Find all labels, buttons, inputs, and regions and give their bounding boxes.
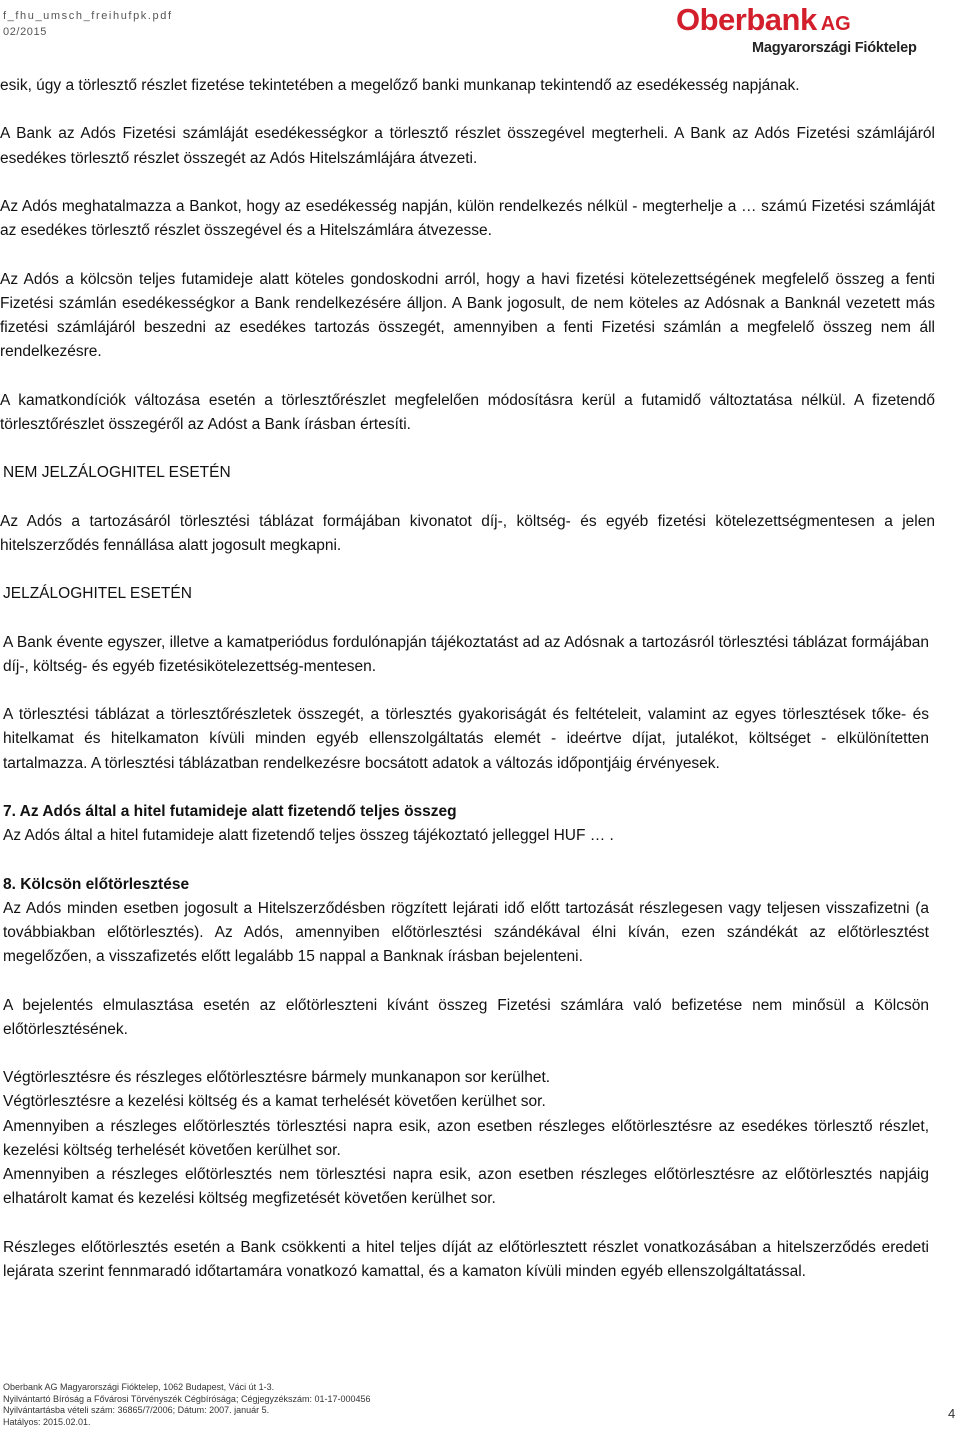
paragraph-12c: Amennyiben a részleges előtörlesztés törlesztési napra esik, azon esetben részleges előtörlesztésre az esedékes törlesztő részlet, kezelési költség terhelését követően kerülhet sor. [3, 1117, 929, 1159]
paragraph-3: Az Adós meghatalmazza a Bankot, hogy az esedékesség napján, külön rendelkezés nélkül - megterhelje a … számú Fizetési számláját az esedékes törlesztő részlet összegével és a Hitelszámlára átvezesse. [0, 197, 935, 240]
paragraph-13: Részleges előtörlesztés esetén a Bank csökkenti a hitel teljes díját az előtörlesztett részlet vonatkozásában a hitelszerződés eredeti lejárata szerint fennmaradó időtartamára vonatkozó kamattal, és a kamaton kívüli minden egyéb ellenszolgáltatással. [3, 1238, 929, 1280]
paragraph-2: A Bank az Adós Fizetési számláját esedékességkor a törlesztő részlet összegével megterheli. A Bank az Adós Fizetési számlájáról esedékes törlesztő részlet összegét az Adós Hitelszámlájára átvezeti. [0, 125, 935, 167]
paragraph-1: esik, úgy a törlesztő részlet fizetése tekintetében a megelőző banki munkanap tekintendő az esedékesség napjának. [0, 77, 800, 94]
oberbank-logo [676, 4, 946, 58]
file-date: 02/2015 [3, 26, 47, 38]
logo-subtitle: Magyarországi Fióktelep [752, 40, 917, 56]
paragraph-12b: Végtörlesztésre a kezelési költség és a kamat terhelését követően kerülhet sor. [3, 1093, 546, 1111]
footer-line-court: Nyilvántartó Bíróság a Fővárosi Törvényszék Cégbírósága; Cégjegyzékszám: 01-17-000456 [3, 1393, 371, 1404]
paragraph-4: Az Adós a kölcsön teljes futamideje alatt köteles gondoskodni arról, hogy a havi fizetési kötelezettségének megfelelő összeg a fenti Fizetési számlán esedékességkor a Bank rendelkezésére álljon. A Bank jogosult, de nem köteles az Adósnak a Banknál vezetett más fizetési számlájáról beszedni az esedékes tartozás összegét, amennyiben a fenti Fizetési számlán a megfelelő összeg nem áll rendelkezésre. [0, 270, 935, 361]
section-heading-7: 7. Az Adós által a hitel futamideje alatt fizetendő teljes összeg [3, 802, 457, 820]
document-body [0, 74, 935, 1284]
document-header-file-info [3, 10, 303, 39]
paragraph-9: Az Adós által a hitel futamideje alatt fizetendő teljes összeg tájékoztató jelleggel HUF … . [3, 827, 614, 845]
logo-brand-ag: AG [820, 13, 851, 35]
paragraph-7: A Bank évente egyszer, illetve a kamatperiódus fordulónapján tájékoztatást ad az Adósnak a tartozásról törlesztési táblázat formájában díj-, költség- és egyéb fizetésikötelezettség-mentesen. [3, 633, 929, 675]
logo-brand [676, 4, 946, 40]
file-name: f_fhu_umsch_freihufpk.pdf [3, 10, 173, 22]
paragraph-12d: Amennyiben a részleges előtörlesztés nem törlesztési napra esik, azon esetben részleges előtörlesztésre az előtörlesztés napjáig elhatárolt kamat és kezelési költség megfizetését követően kerülhet sor. [3, 1165, 929, 1208]
paragraph-12a: Végtörlesztésre és részleges előtörlesztésre bármely munkanapon sor kerülhet. [3, 1069, 551, 1087]
paragraph-5: A kamatkondíciók változása esetén a törlesztőrészlet megfelelően módosításra kerül a futamidő változtatása nélkül. A fizetendő törlesztőrészlet összegéről az Adóst a Bank írásban értesíti. [0, 391, 935, 433]
footer-line-address: Oberbank AG Magyarországi Fióktelep, 1062 Budapest, Váci út 1-3. [3, 1382, 275, 1392]
paragraph-6: Az Adós a tartozásáról törlesztési táblázat formájában kivonatot díj-, költség- és egyéb fizetési kötelezettségmentesen a jelen hitelszerződés fennállása alatt jogosult megkapni. [0, 512, 935, 554]
document-footer [3, 1382, 603, 1428]
paragraph-8: A törlesztési táblázat a törlesztőrészletek összegét, a törlesztés gyakoriságát és feltételeit, valamint az egyes törlesztések tőke- és hitelkamat és hitelkamaton kívüli minden egyéb ellenszolgáltatás elemét - ideértve díjat, jutalékot, költséget - elkülönítetten tartalmazza. A törlesztési táblázatban rendelkezésre bocsátott adatok a változás időpontjáig érvényesek. [3, 706, 929, 772]
logo-brand-name: Oberbank [676, 2, 817, 37]
section-heading-8: 8. Kölcsön előtörlesztése [3, 875, 190, 893]
heading-nem-jelzaloghitel: NEM JELZÁLOGHITEL ESETÉN [3, 464, 231, 482]
heading-jelzaloghitel: JELZÁLOGHITEL ESETÉN [3, 585, 192, 603]
paragraph-11: A bejelentés elmulasztása esetén az előtörleszteni kívánt összeg Fizetési számlára való befizetése nem minősül a Kölcsön előtörlesztésének. [3, 996, 929, 1038]
footer-line-effective: Hatályos: 2015.02.01. [3, 1416, 91, 1427]
page-number: 4 [948, 1406, 956, 1421]
footer-line-registration: Nyilvántartásba vételi szám: 36865/7/2006; Dátum: 2007. január 5. [3, 1405, 270, 1416]
paragraph-10: Az Adós minden esetben jogosult a Hitelszerződésben rögzített lejárati idő előtt tartozását részlegesen vagy teljesen visszafizetni (a továbbiakban előtörlesztés). Az Adós, amennyiben előtörlesztési szándékával élni kíván, ezen szándékát az előtörlesztést megelőzően, a visszafizetés előtt legalább 15 nappal a Banknak írásban bejelenteni. [3, 899, 929, 966]
